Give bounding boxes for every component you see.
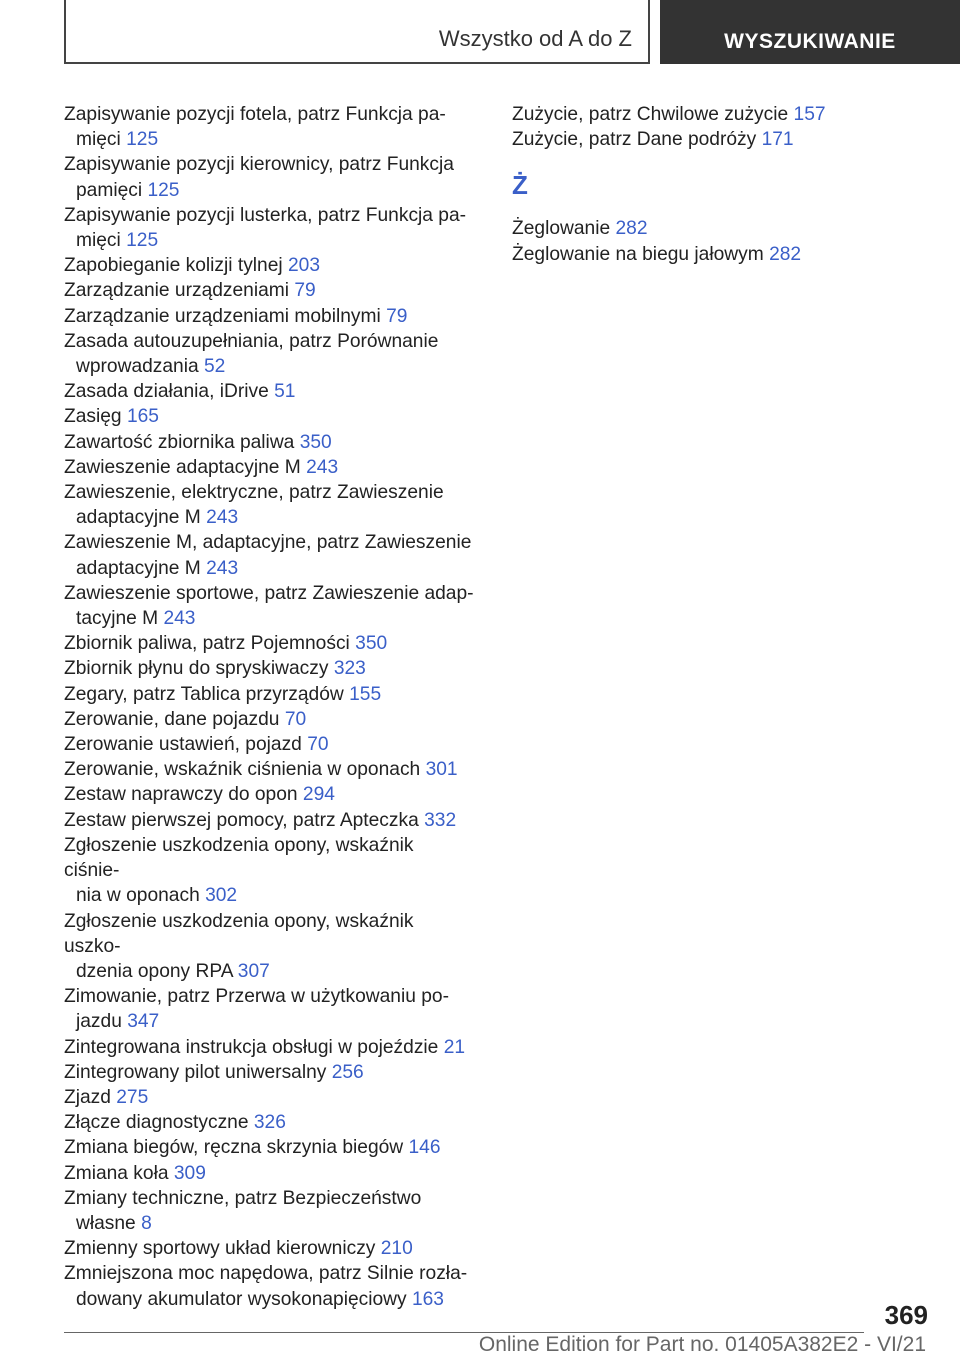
entry-term	[64, 1186, 474, 1211]
entry-text: Zapisywanie pozycji fotela, patrz Funkcja pa-	[64, 104, 446, 125]
page-reference-link[interactable]: 243	[206, 557, 239, 579]
entry-term	[512, 216, 892, 241]
index-entry	[64, 304, 474, 329]
page-reference-link[interactable]: 125	[147, 179, 180, 201]
entry-continuation	[64, 606, 474, 631]
entry-term	[64, 329, 474, 354]
entry-text: Zgłoszenie uszkodzenia opony, wskaźnik ciśnie-	[64, 834, 414, 882]
entry-text: Zbiornik płynu do spryskiwaczy	[64, 658, 329, 680]
entry-term	[64, 656, 474, 681]
entry-continuation	[64, 1009, 474, 1034]
index-entry	[64, 102, 474, 152]
page-reference-link[interactable]: 282	[769, 243, 802, 265]
entry-continuation	[64, 228, 474, 253]
entry-text: adaptacyjne M	[76, 507, 201, 529]
index-entry	[64, 707, 474, 732]
index-entry	[64, 1261, 474, 1311]
entry-term	[64, 1236, 474, 1261]
entry-continuation	[64, 1287, 474, 1312]
entry-text: Zmiana koła	[64, 1162, 169, 1184]
page-reference-link[interactable]: 163	[411, 1288, 444, 1310]
edition-text: Online Edition for Part no. 01405A382E2 - VI/21	[478, 1333, 926, 1356]
page-reference-link[interactable]: 165	[126, 406, 159, 428]
entry-term	[64, 1135, 474, 1160]
page-reference-link[interactable]: 256	[331, 1061, 364, 1083]
entry-term	[512, 127, 892, 152]
page-reference-link[interactable]: 323	[333, 658, 366, 680]
search-tab[interactable]	[660, 0, 960, 64]
entry-text: Zużycie, patrz Dane podróży	[512, 129, 757, 151]
index-entry	[512, 127, 892, 152]
entry-term	[64, 808, 474, 833]
page-reference-link[interactable]: 210	[380, 1238, 413, 1260]
index-entry	[64, 833, 474, 909]
entry-term	[64, 909, 474, 959]
index-entry	[64, 808, 474, 833]
entry-text: adaptacyjne M	[76, 557, 201, 579]
entry-text: Zapisywanie pozycji lusterka, patrz Funkcja pa-	[64, 204, 467, 226]
entry-term	[64, 203, 474, 228]
page-reference-link[interactable]: 125	[126, 129, 159, 151]
entry-term	[64, 1110, 474, 1135]
entry-text: Zmniejszona moc napędowa, patrz Silnie rozła-	[64, 1263, 468, 1285]
entry-term	[64, 581, 474, 606]
entry-text: Żeglowanie na biegu jałowym	[512, 243, 764, 265]
section-title: Wszystko od A do Z	[438, 26, 632, 51]
index-entry	[64, 329, 474, 379]
entry-text: Zintegrowana instrukcja obsługi w pojeździe	[64, 1036, 439, 1058]
page-reference-link[interactable]: 79	[294, 280, 316, 302]
entry-continuation	[64, 178, 474, 203]
index-entry	[64, 1060, 474, 1085]
entry-continuation	[64, 556, 474, 581]
entry-text: wprowadzania	[76, 356, 199, 378]
entry-text: Zawartość zbiornika paliwa	[64, 431, 295, 453]
index-entry	[64, 253, 474, 278]
entry-text: Zmiany techniczne, patrz Bezpieczeństwo	[64, 1187, 422, 1209]
index-entry	[64, 404, 474, 429]
entry-text: Zapisywanie pozycji kierownicy, patrz Funkcja	[64, 154, 454, 176]
entry-term	[64, 782, 474, 807]
entry-text: Zerowanie, dane pojazdu	[64, 708, 280, 730]
entry-term	[64, 404, 474, 429]
entry-text: mięci	[76, 230, 121, 252]
entry-text: Zestaw pierwszej pomocy, patrz Apteczka	[64, 809, 419, 831]
index-entry	[64, 782, 474, 807]
entry-text: nia w oponach	[76, 885, 200, 907]
page-reference-link[interactable]: 332	[424, 809, 457, 831]
page-reference-link[interactable]: 326	[253, 1112, 286, 1134]
index-entry	[64, 152, 474, 202]
index-entry	[64, 1186, 474, 1236]
page-reference-link[interactable]: 70	[284, 708, 307, 730]
entry-term	[64, 304, 474, 329]
page-reference-link[interactable]: 125	[126, 230, 159, 252]
page-reference-link[interactable]: 21	[443, 1036, 466, 1058]
entry-term	[64, 1060, 474, 1085]
page-reference-link[interactable]: 157	[793, 104, 826, 125]
entry-continuation	[64, 883, 474, 908]
entry-term	[64, 152, 474, 177]
index-entry	[64, 581, 474, 631]
entry-text: jazdu	[76, 1011, 122, 1033]
index-column-right	[512, 102, 892, 267]
entry-text: Zerowanie ustawień, pojazd	[64, 734, 302, 756]
entry-continuation	[64, 127, 474, 152]
entry-text: Zasięg	[64, 406, 122, 428]
index-group-z-dot	[512, 216, 892, 266]
index-entry	[64, 984, 474, 1034]
page-reference-link[interactable]: 70	[307, 734, 329, 756]
index-entry	[64, 1236, 474, 1261]
entry-continuation	[64, 1211, 474, 1236]
page-reference-link[interactable]: 350	[355, 633, 388, 655]
index-entry	[64, 1161, 474, 1186]
entry-term	[64, 682, 474, 707]
page-reference-link[interactable]: 171	[761, 129, 794, 151]
page-reference-link[interactable]: 52	[204, 356, 226, 378]
letter-heading: Ż	[512, 170, 528, 201]
index-entry	[64, 203, 474, 253]
entry-text: Zasada autouzupełniania, patrz Porównanie	[64, 330, 439, 352]
page-reference-link[interactable]: 243	[206, 507, 239, 529]
entry-text: Zimowanie, patrz Przerwa w użytkowaniu po-	[64, 986, 449, 1008]
entry-term	[64, 1161, 474, 1186]
entry-text: Zużycie, patrz Chwilowe zużycie	[512, 104, 789, 125]
index-entry	[64, 732, 474, 757]
search-tab-label: WYSZUKIWANIE	[724, 30, 896, 53]
entry-term	[64, 253, 474, 278]
page-reference-link[interactable]: 282	[615, 218, 648, 240]
entry-text: mięci	[76, 129, 121, 151]
index-entry	[64, 757, 474, 782]
index-entry	[64, 379, 474, 404]
page-number: 369	[884, 1300, 928, 1330]
entry-text: pamięci	[76, 179, 143, 201]
entry-term	[64, 379, 474, 404]
entry-term	[64, 707, 474, 732]
entry-term	[64, 1035, 474, 1060]
entry-text: Zmienny sportowy układ kierowniczy	[64, 1238, 376, 1260]
entry-text: tacyjne M	[76, 608, 159, 630]
index-entry	[512, 216, 892, 241]
index-entry	[64, 909, 474, 985]
index-entry	[64, 1035, 474, 1060]
entry-text: Zarządzanie urządzeniami mobilnymi	[64, 305, 381, 327]
page-reference-link[interactable]: 243	[163, 608, 196, 630]
page-reference-link[interactable]: 146	[408, 1137, 441, 1159]
index-entry	[512, 242, 892, 267]
index-entry	[64, 278, 474, 303]
index-entry	[64, 1110, 474, 1135]
index-entry	[64, 682, 474, 707]
entry-text: Zintegrowany pilot uniwersalny	[64, 1061, 327, 1083]
entry-text: dzenia opony RPA	[76, 960, 233, 982]
entry-term	[64, 430, 474, 455]
index-entry	[64, 455, 474, 480]
entry-text: Zawieszenie M, adaptacyjne, patrz Zawieszenie	[64, 532, 472, 554]
entry-text: Zapobieganie kolizji tylnej	[64, 255, 283, 277]
entry-text: własne	[76, 1212, 136, 1234]
entry-text: Zawieszenie, elektryczne, patrz Zawieszenie	[64, 482, 444, 504]
entry-text: Zawieszenie sportowe, patrz Zawieszenie adap-	[64, 582, 474, 604]
entry-term	[64, 631, 474, 656]
entry-term	[64, 455, 474, 480]
index-column-left	[64, 102, 474, 1312]
index-entry	[64, 530, 474, 580]
index-entry	[64, 480, 474, 530]
index-entry	[64, 1085, 474, 1110]
index-entry	[64, 631, 474, 656]
index-entry	[64, 1135, 474, 1160]
entry-continuation	[64, 354, 474, 379]
entry-text: Zarządzanie urządzeniami	[64, 280, 290, 302]
entry-term	[64, 1261, 474, 1286]
page-reference-link[interactable]: 347	[127, 1011, 160, 1033]
page-reference-link[interactable]: 294	[302, 784, 335, 806]
index-entry	[64, 430, 474, 455]
entry-term	[64, 732, 474, 757]
index-entry	[64, 656, 474, 681]
entry-term	[512, 102, 892, 127]
page-reference-link[interactable]: 203	[288, 255, 321, 277]
entry-term	[64, 833, 474, 883]
entry-term	[64, 757, 474, 782]
page-reference-link[interactable]: 302	[205, 885, 238, 907]
entry-term	[64, 102, 474, 127]
entry-text: Zawieszenie adaptacyjne M	[64, 456, 301, 478]
entry-continuation	[64, 505, 474, 530]
index-group-z	[512, 102, 892, 152]
entry-term	[64, 1085, 474, 1110]
page-reference-link[interactable]: 8	[141, 1212, 152, 1234]
entry-term	[512, 242, 892, 267]
entry-text: Zmiana biegów, ręczna skrzynia biegów	[64, 1137, 404, 1159]
index-entry	[512, 102, 892, 127]
entry-text: Żeglowanie	[512, 218, 611, 240]
section-header	[64, 0, 650, 64]
entry-text: dowany akumulator wysokonapięciowy	[76, 1288, 407, 1310]
entry-continuation	[64, 959, 474, 984]
page-reference-link[interactable]: 309	[173, 1162, 206, 1184]
page-reference-link[interactable]: 350	[299, 431, 332, 453]
entry-text: Złącze diagnostyczne	[64, 1112, 249, 1134]
entry-term	[64, 530, 474, 555]
entry-term	[64, 984, 474, 1009]
page-reference-link[interactable]: 51	[274, 381, 296, 403]
page-reference-link[interactable]: 275	[116, 1086, 149, 1108]
entry-text: Zasada działania, iDrive	[64, 381, 269, 403]
entry-term	[64, 278, 474, 303]
page-reference-link[interactable]: 79	[386, 305, 408, 327]
entry-text: Zerowanie, wskaźnik ciśnienia w oponach	[64, 759, 421, 781]
entry-text: Zjazd	[64, 1086, 111, 1108]
entry-text: Zbiornik paliwa, patrz Pojemności	[64, 633, 350, 655]
page-reference-link[interactable]: 155	[349, 683, 382, 705]
entry-term	[64, 480, 474, 505]
page-reference-link[interactable]: 301	[425, 759, 458, 781]
page-reference-link[interactable]: 243	[306, 456, 339, 478]
page-reference-link[interactable]: 307	[237, 960, 270, 982]
entry-text: Zgłoszenie uszkodzenia opony, wskaźnik uszko-	[64, 910, 414, 957]
entry-text: Zestaw naprawczy do opon	[64, 784, 298, 806]
entry-text: Zegary, patrz Tablica przyrządów	[64, 683, 344, 705]
